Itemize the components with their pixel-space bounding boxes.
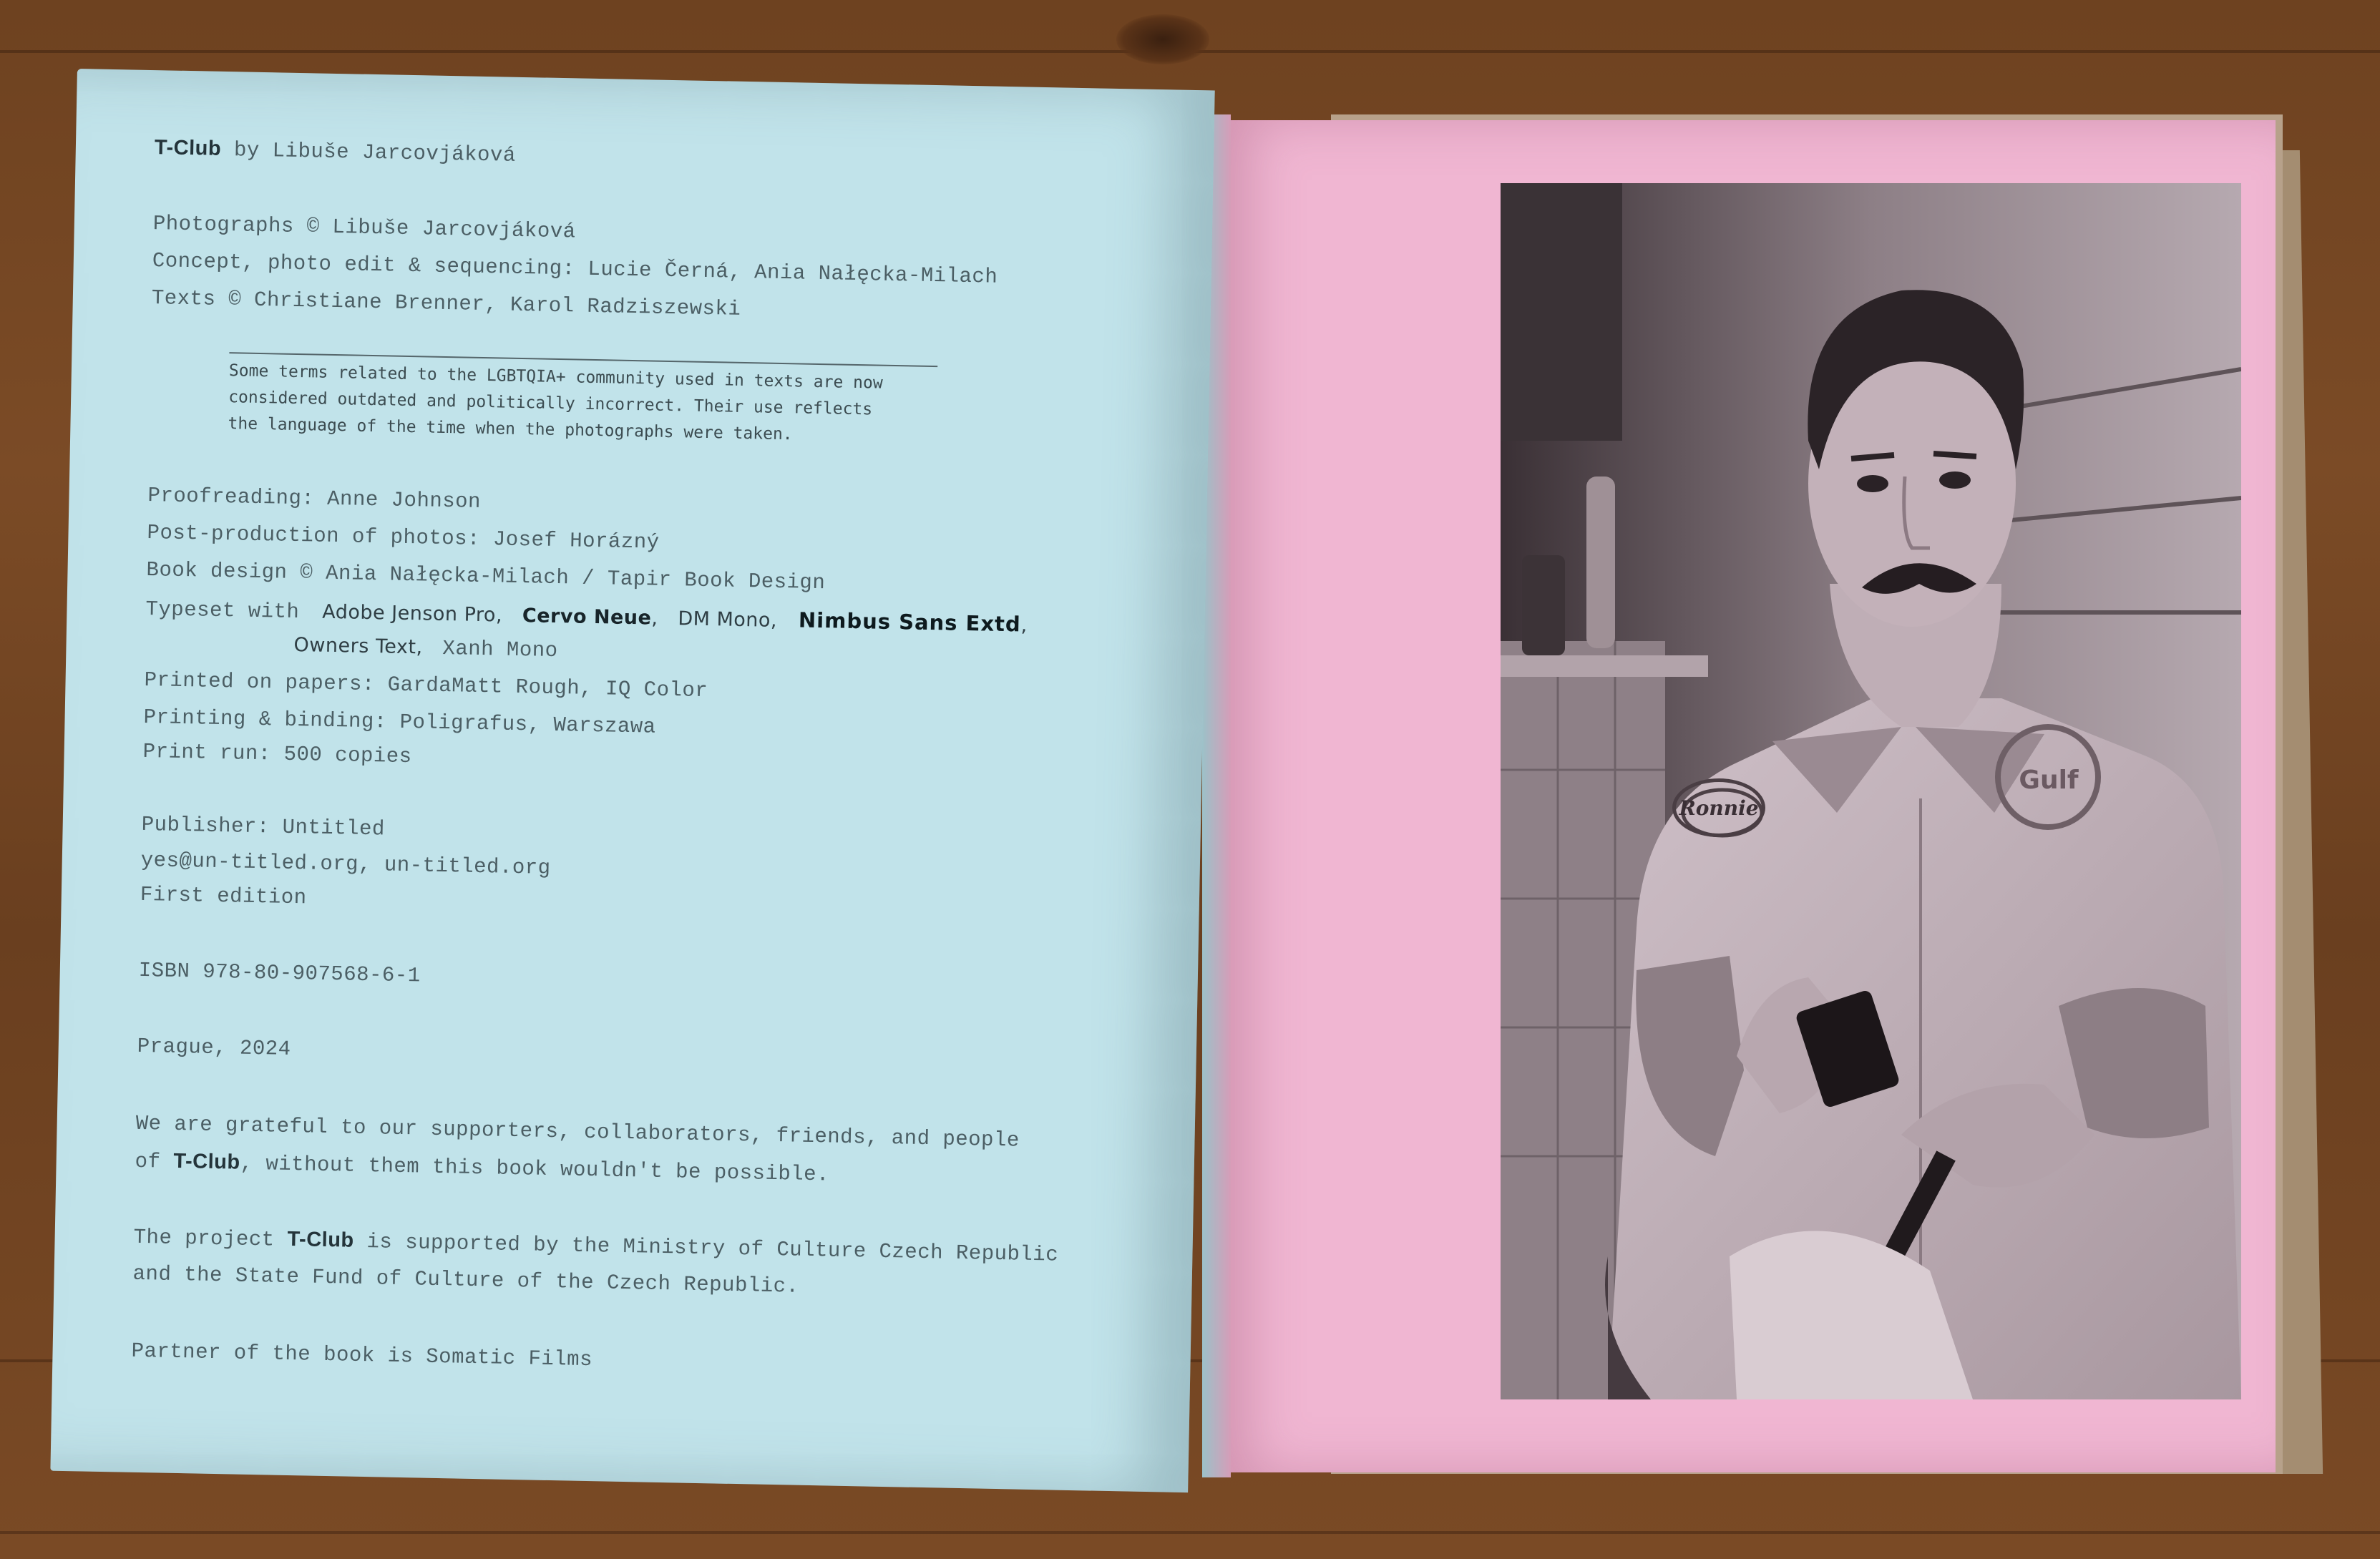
support-brand: T-Club — [287, 1227, 354, 1252]
typeface-owners-text: Owners Text, — [293, 633, 423, 659]
typeset-line-2 — [293, 634, 558, 663]
gulf-logo-text: Gulf — [2019, 765, 2079, 795]
texts-credit: Texts © Christiane Brenner, Karol Radziszewski — [151, 286, 741, 321]
printing-credit: Printing & binding: Poligrafus, Warszawa — [143, 705, 656, 739]
partner-credit: Partner of the book is Somatic Films — [131, 1339, 593, 1372]
isbn: ISBN 978-80-907568-6-1 — [138, 958, 421, 988]
typeface-separator: , — [651, 607, 658, 630]
support-line-2: and the State Fund of Culture of the Czech Republic. — [132, 1261, 799, 1299]
concept-credit: Concept, photo edit & sequencing: Lucie Černá, Ania Nałęcka-Milach — [152, 249, 998, 289]
proofreading-credit: Proofreading: Anne Johnson — [147, 484, 482, 514]
publisher: Publisher: Untitled — [141, 812, 386, 841]
publisher-contact: yes@un-titled.org, un-titled.org — [140, 848, 551, 880]
photographs-credit: Photographs © Libuše Jarcovjáková — [152, 212, 576, 244]
book-title-brand: T-Club — [154, 136, 222, 160]
typeset-label: Typeset with — [145, 597, 300, 625]
thanks-suffix: , without them this book wouldn't be possible. — [240, 1151, 830, 1187]
postproduction-credit: Post-production of photos: Josef Horázný — [147, 520, 660, 554]
terminology-notice — [228, 352, 937, 451]
portrait-photo-image — [1501, 183, 2241, 1399]
typeface-cervo-neue: Cervo Neue — [522, 605, 652, 630]
thanks-line-2 — [135, 1149, 829, 1187]
name-patch-ronnie — [1672, 778, 1765, 837]
typeface-separator: , — [1020, 614, 1028, 637]
notice-line: the language of the time when the photographs were taken. — [228, 414, 793, 444]
typeface-nimbus-sans-extd: Nimbus Sans Extd — [798, 607, 1022, 637]
typeface-xanh-mono: Xanh Mono — [442, 636, 558, 663]
left-page-colophon — [50, 69, 1214, 1492]
typeset-line — [145, 595, 1028, 638]
place-year: Prague, 2024 — [137, 1034, 291, 1061]
support-prefix: The project — [133, 1225, 288, 1252]
typeface-dm-mono: DM Mono, — [678, 607, 778, 632]
book-design-credit: Book design © Ania Nałęcka-Milach / Tapir Book Design — [146, 557, 826, 595]
papers-credit: Printed on papers: GardaMatt Rough, IQ Color — [144, 668, 708, 703]
book-author-credit: by Libuše Jarcovjáková — [220, 137, 517, 167]
name-patch-text: Ronnie — [1679, 796, 1759, 820]
portrait-photo — [1501, 183, 2241, 1399]
thanks-line-1: We are grateful to our supporters, collaborators, friends, and people — [135, 1111, 1020, 1153]
notice-line: Some terms related to the LGBTQIA+ community used in texts are now — [228, 361, 883, 393]
book-title-line — [155, 136, 517, 167]
support-suffix: is supported by the Ministry of Culture Czech Republic — [353, 1229, 1059, 1267]
typeface-adobe-jenson: Adobe Jenson Pro, — [321, 600, 503, 627]
edition: First edition — [140, 882, 307, 910]
notice-line: considered outdated and politically incorrect. Their use reflects — [228, 388, 873, 419]
thanks-prefix: of — [135, 1149, 174, 1174]
thanks-brand: T-Club — [173, 1149, 240, 1174]
print-run: Print run: 500 copies — [142, 739, 412, 769]
gulf-logo-patch — [1999, 730, 2098, 829]
support-line-1 — [133, 1225, 1058, 1267]
